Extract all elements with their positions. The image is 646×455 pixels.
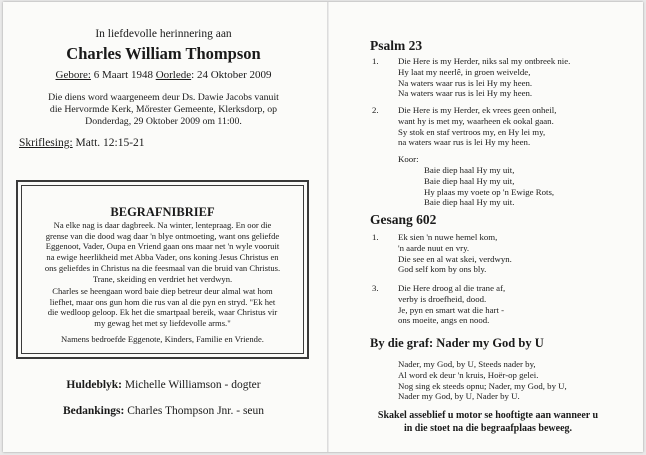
born-date: 6 Maart 1948 <box>93 69 153 81</box>
verse-line: Al word ek deur 'n kruis, Hoër-op gelei. <box>398 369 539 380</box>
memorial-intro: In liefdevolle herinnering aan <box>95 28 232 40</box>
psalm-verse-2-number: 2. <box>372 105 379 115</box>
verse-line: Die Here droog al die trane af, <box>398 283 506 293</box>
letter-line: liefhet, maar ons gun hom die rus van al die pyn en stryd. "Ek het <box>49 296 276 307</box>
scripture-label: Skriflesing: <box>19 137 73 149</box>
verse-line: Na waters waar rus is lei Hy my heen. <box>398 77 533 88</box>
psalm-verse-1 <box>398 56 570 99</box>
verse-line: Na waters waar rus is lei Hy my heen. <box>398 88 533 99</box>
verse-line: God self kom by ons bly. <box>398 264 487 275</box>
psalm-title: Psalm 23 <box>370 38 423 53</box>
died-label: Oorlede <box>155 69 192 81</box>
graveside-hymn-title: By die graf: Nader my God by U <box>370 336 544 350</box>
verse-line: Die Here is my Herder, ek vrees geen onheil, <box>398 105 557 115</box>
scripture-ref: Matt. 12:15-21 <box>72 137 145 149</box>
funeral-letter-title: BEGRAFNIBRIEF <box>110 205 215 219</box>
service-line: Donderdag, 29 Oktober 2009 om 11:00. <box>85 116 242 128</box>
verse-line: ons moeite, angs en nood. <box>398 315 490 326</box>
psalm-verse-1-number: 1. <box>372 56 379 66</box>
funeral-letter-signoff: Namens bedroefde Eggenote, Kinders, Familie en Vriende. <box>61 334 264 344</box>
verse-line: Sy stok en staf vertroos my, en Hy lei my, <box>398 126 546 137</box>
died-date: : 24 Oktober 2009 <box>191 69 272 81</box>
service-line: die Hervormde Kerk, Mőrester Gemeente, Klerksdorp, op <box>49 104 278 116</box>
thanks <box>0 405 327 417</box>
letter-line: Eggenoot, Vader, Oupa en Vriend gaan ons maar net 'n wyle vooruit <box>45 241 280 252</box>
funeral-letter-paragraph-2 <box>16 286 309 329</box>
letter-line: Trane, skeiding en verdriet het verdwyn. <box>92 273 233 284</box>
letter-line: my gewag het met sy liefdevolle arms." <box>94 318 231 329</box>
verse-line: 'n aarde nuut en vry. <box>398 242 470 253</box>
note-line: Skakel asseblief u motor se hooftigte aan wanneer u <box>377 410 599 421</box>
life-dates <box>0 69 327 81</box>
service-details <box>0 92 327 129</box>
verse-line: Baie diep haal Hy my uit. <box>424 197 515 208</box>
page-fold <box>327 2 329 452</box>
verse-line: Je, pyn en smart wat die hart - <box>398 304 505 315</box>
tribute-value: Michelle Williamson - dogter <box>122 379 261 391</box>
verse-line: verby is droefheid, dood. <box>398 293 487 304</box>
verse-line: want hy is met my, waarheen ek ookal gaan. <box>398 115 554 126</box>
verse-line: na waters waar rus is lei Hy my heen. <box>398 137 531 148</box>
verse-line: Hy laat my neerlê, in groen weivelde, <box>398 66 531 77</box>
born-label: Gebore: <box>55 69 91 81</box>
letter-line: Na elke nag is daar dagbreek. Na winter, lentepraag. En oor die <box>53 220 272 230</box>
verse-line: Baie diep haal Hy my uit, <box>424 165 515 175</box>
chorus <box>424 165 554 208</box>
verse-line: Ek sien 'n nuwe hemel kom, <box>398 232 498 242</box>
scripture-reading <box>19 137 145 149</box>
hymn-verse-1 <box>398 232 512 275</box>
psalm-verse-2 <box>398 105 556 148</box>
service-line: Die diens word waargeneem deur Ds. Dawie Jacobs vanuit <box>48 92 279 103</box>
thanks-value: Charles Thompson Jnr. - seun <box>124 405 265 417</box>
letter-line: ons geliefdes in Christus na die feesmaal van die bruid van Christus. <box>44 262 281 273</box>
letter-line: die wedloop geloop. Ek het die smartpaal bereik, waar Christus vir <box>47 307 278 318</box>
deceased-name: Charles William Thompson <box>66 44 261 63</box>
letter-line: Charles se heengaan word baie diep betreur deur almal wat hom <box>52 286 273 296</box>
note-line: in die stoet na die begraafplaas beweeg. <box>403 422 573 434</box>
letter-line: na ewige heerlikheid met Abba Vader, ons koning Jesus Christus en <box>46 252 279 263</box>
hymn-verse-1-number: 1. <box>372 232 379 242</box>
thanks-label: Bedankings: <box>62 405 125 417</box>
verse-line: Die see en al wat skei, verdwyn. <box>398 253 512 264</box>
chorus-label: Koor: <box>398 154 419 164</box>
procession-note <box>330 410 646 435</box>
graveside-hymn <box>398 359 567 402</box>
verse-line: Baie diep haal Hy my uit, <box>424 175 515 186</box>
tribute-label: Huldeblyk: <box>66 379 123 391</box>
verse-line: Hy plaas my voete op 'n Ewige Rots, <box>424 186 555 197</box>
funeral-letter-paragraph-1 <box>16 220 309 284</box>
verse-line: Nader, my God, by U, Steeds nader by, <box>398 359 536 369</box>
verse-line: Nog sing ek steeds opnu; Nader, my God, by U, <box>398 380 567 391</box>
tribute <box>0 379 327 391</box>
verse-line: Nader my God, by U, Nader by U. <box>398 391 520 402</box>
hymn-title: Gesang 602 <box>370 212 437 227</box>
letter-line: grense van die dood wag daar 'n blye ontmoeting, want ons geliefde <box>45 230 280 241</box>
hymn-verse-3-number: 3. <box>372 283 379 293</box>
hymn-verse-3 <box>398 283 505 326</box>
verse-line: Die Here is my Herder, niks sal my ontbreek nie. <box>398 56 571 66</box>
